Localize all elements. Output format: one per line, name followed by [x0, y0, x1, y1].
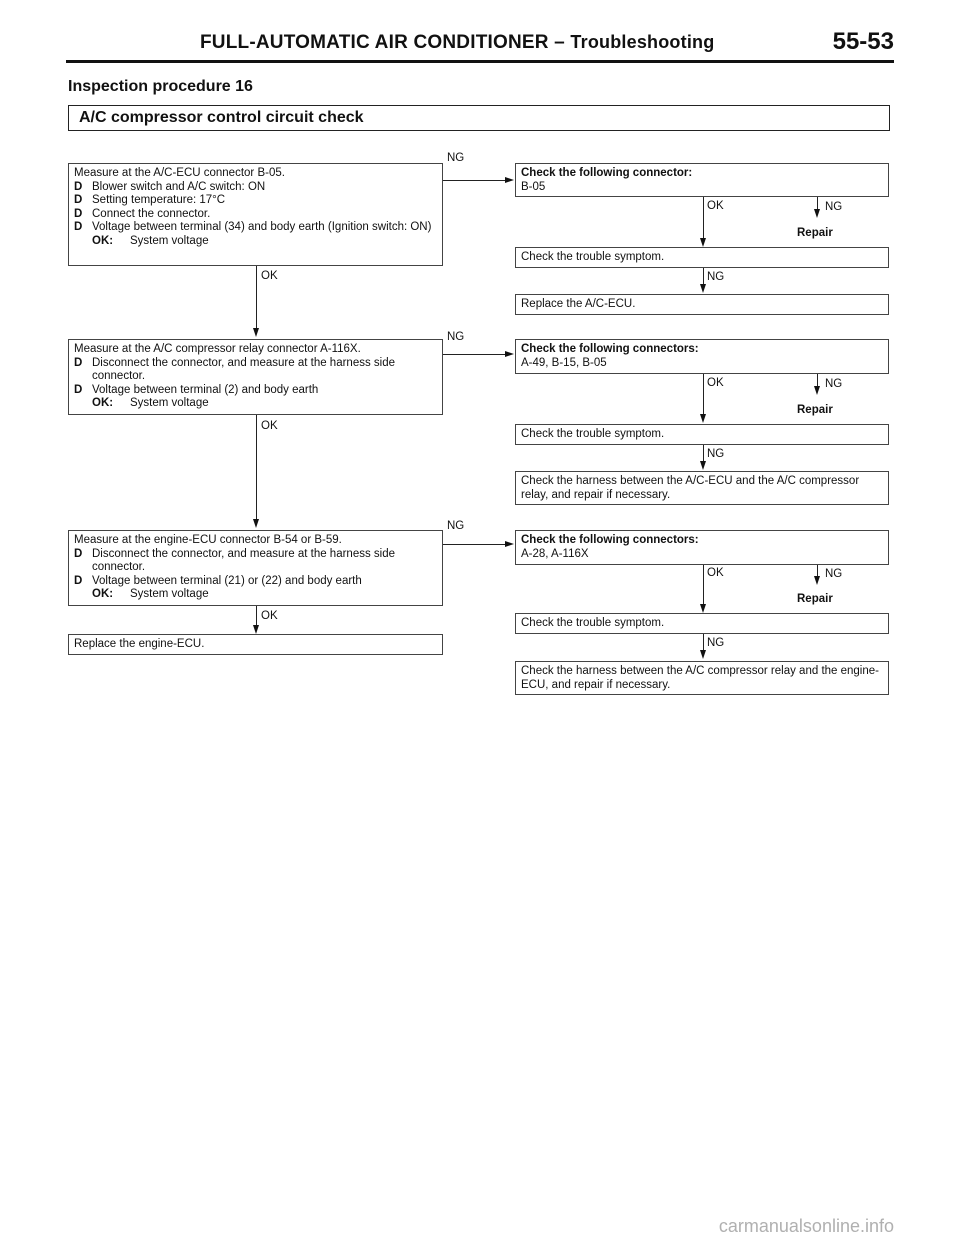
branch-2-check-title: Check the following connectors:: [521, 343, 699, 355]
branch-2-repair: Repair: [797, 404, 833, 416]
procedure-heading: Inspection procedure 16: [68, 78, 253, 95]
ok-line-3: [256, 606, 257, 625]
branch-3-ng-label: NG: [825, 568, 843, 580]
branch-3-result: Check the harness between the A/C compressor relay and the engine-ECU, and repair if necessary.: [521, 665, 879, 691]
branch-3-ok-line: [703, 565, 704, 604]
branch-2-check-value: A-49, B-15, B-05: [521, 356, 607, 369]
branch-1-ng-arrow: [814, 209, 820, 218]
branch-3-symptom: Check the trouble symptom.: [521, 617, 665, 629]
branch-3-check-value: A-28, A-116X: [521, 547, 589, 560]
step-1-bullet-2: D Setting temperature: 17°C: [74, 194, 226, 206]
ok-label-2: OK: [261, 420, 278, 432]
branch-2-symptom-box: [515, 424, 889, 445]
header-title-text: FULL-AUTOMATIC AIR CONDITIONER: [200, 32, 549, 53]
branch-2-ok-arrow: [700, 414, 706, 423]
ok-arrow-1: [253, 328, 259, 337]
step-3-ok: OK: System voltage: [92, 588, 209, 600]
branch-3-check-box: [515, 530, 889, 565]
branch-2-result-box: [515, 471, 889, 505]
branch-3-ok-arrow: [700, 604, 706, 613]
step-1-title: Measure at the A/C-ECU connector B-05.: [74, 167, 285, 179]
branch-1-symptom: Check the trouble symptom.: [521, 251, 665, 263]
branch-2-symptom: Check the trouble symptom.: [521, 428, 665, 440]
final-step-box: [68, 634, 443, 655]
page-header-title: [200, 32, 714, 54]
branch-1-result: Replace the A/C-ECU.: [521, 298, 636, 310]
branch-1-ok-arrow: [700, 238, 706, 247]
branch-1-check-box: [515, 163, 889, 197]
ng-connector-2: [443, 354, 506, 355]
branch-1-ok-label: OK: [707, 200, 724, 212]
final-step-text: Replace the engine-ECU.: [74, 638, 205, 650]
branch-3-symptom-ng: NG: [707, 637, 725, 649]
step-1-bullet-4: D Voltage between terminal (34) and body earth (Ignition switch: ON): [74, 221, 432, 233]
branch-3-result-box: [515, 661, 889, 695]
procedure-banner-text: A/C compressor control circuit check: [79, 109, 364, 126]
branch-3-ng-arrow: [814, 576, 820, 585]
step-3-title: Measure at the engine-ECU connector B-54 or B-59.: [74, 534, 342, 546]
branch-1-ng-label: NG: [825, 201, 843, 213]
branch-2-ng-line: [817, 374, 818, 386]
branch-2-result: Check the harness between the A/C-ECU and the A/C compressor relay, and repair if necessary.: [521, 475, 860, 501]
ok-arrow-3: [253, 625, 259, 634]
branch-2-ok-line: [703, 374, 704, 414]
step-box-1: [68, 163, 443, 266]
ok-label-1: OK: [261, 270, 278, 282]
step-3-bullet-1: D Disconnect the connector, and measure at the harness side connector.: [74, 547, 396, 573]
branch-3-ok-label: OK: [707, 567, 724, 579]
branch-1-result-box: [515, 294, 889, 315]
ng-arrow-2: [505, 351, 514, 357]
step-3-bullet-2: D Voltage between terminal (21) or (22) and body earth: [74, 574, 362, 587]
branch-1-check-value: B-05: [521, 180, 546, 193]
step-1-bullet-1: D Blower switch and A/C switch: ON: [74, 180, 266, 193]
branch-1-ng-line: [817, 197, 818, 209]
branch-1-ok-line: [703, 197, 704, 238]
ng-label-2: NG: [447, 331, 465, 343]
branch-1-check-title: Check the following connector:: [521, 167, 693, 179]
step-2-title: Measure at the A/C compressor relay connector A-116X.: [74, 343, 361, 355]
branch-3-check-title: Check the following connectors:: [521, 534, 699, 546]
branch-3-symptom-box: [515, 613, 889, 634]
branch-2-ng-label: NG: [825, 378, 843, 390]
header-rule: [66, 60, 894, 63]
ok-line-2: [256, 415, 257, 519]
ng-connector-1: [443, 180, 506, 181]
step-1-bullet-3: D Connect the connector.: [74, 207, 211, 220]
watermark: carmanualsonline.info: [718, 1216, 894, 1236]
branch-2-ok-label: OK: [707, 377, 724, 389]
ng-label-3: NG: [447, 520, 465, 532]
branch-2-check-box: [515, 339, 889, 374]
procedure-banner: [68, 105, 890, 131]
branch-3-symptom-arrow: [700, 650, 706, 659]
step-box-2: [68, 339, 443, 415]
ng-arrow-1: [505, 177, 514, 183]
step-box-3: [68, 530, 443, 606]
branch-1-symptom-line: [703, 268, 704, 284]
branch-1-symptom-box: [515, 247, 889, 268]
branch-1-repair: Repair: [797, 227, 833, 239]
ok-line-1: [256, 266, 257, 328]
branch-2-ng-arrow: [814, 386, 820, 395]
branch-2-symptom-ng: NG: [707, 448, 725, 460]
header-subtitle: Troubleshooting: [570, 32, 715, 52]
ok-arrow-2: [253, 519, 259, 528]
branch-1-symptom-ng: NG: [707, 271, 725, 283]
page-number: 55-53: [832, 28, 894, 55]
ng-arrow-3: [505, 541, 514, 547]
branch-2-symptom-line: [703, 445, 704, 461]
step-1-ok: OK: System voltage: [92, 234, 209, 247]
branch-1-symptom-arrow: [700, 284, 706, 293]
branch-2-symptom-arrow: [700, 461, 706, 470]
branch-3-symptom-line: [703, 634, 704, 650]
step-2-bullet-1: D Disconnect the connector, and measure at the harness side connector.: [74, 356, 396, 382]
branch-3-repair: Repair: [797, 593, 833, 605]
ng-label-1: NG: [447, 152, 465, 164]
ng-connector-3: [443, 544, 506, 545]
step-2-bullet-2: D Voltage between terminal (2) and body earth: [74, 383, 319, 396]
ok-label-3: OK: [261, 610, 278, 622]
step-2-ok: OK: System voltage: [92, 397, 209, 409]
header-dash: –: [554, 32, 565, 53]
branch-3-ng-line: [817, 565, 818, 576]
